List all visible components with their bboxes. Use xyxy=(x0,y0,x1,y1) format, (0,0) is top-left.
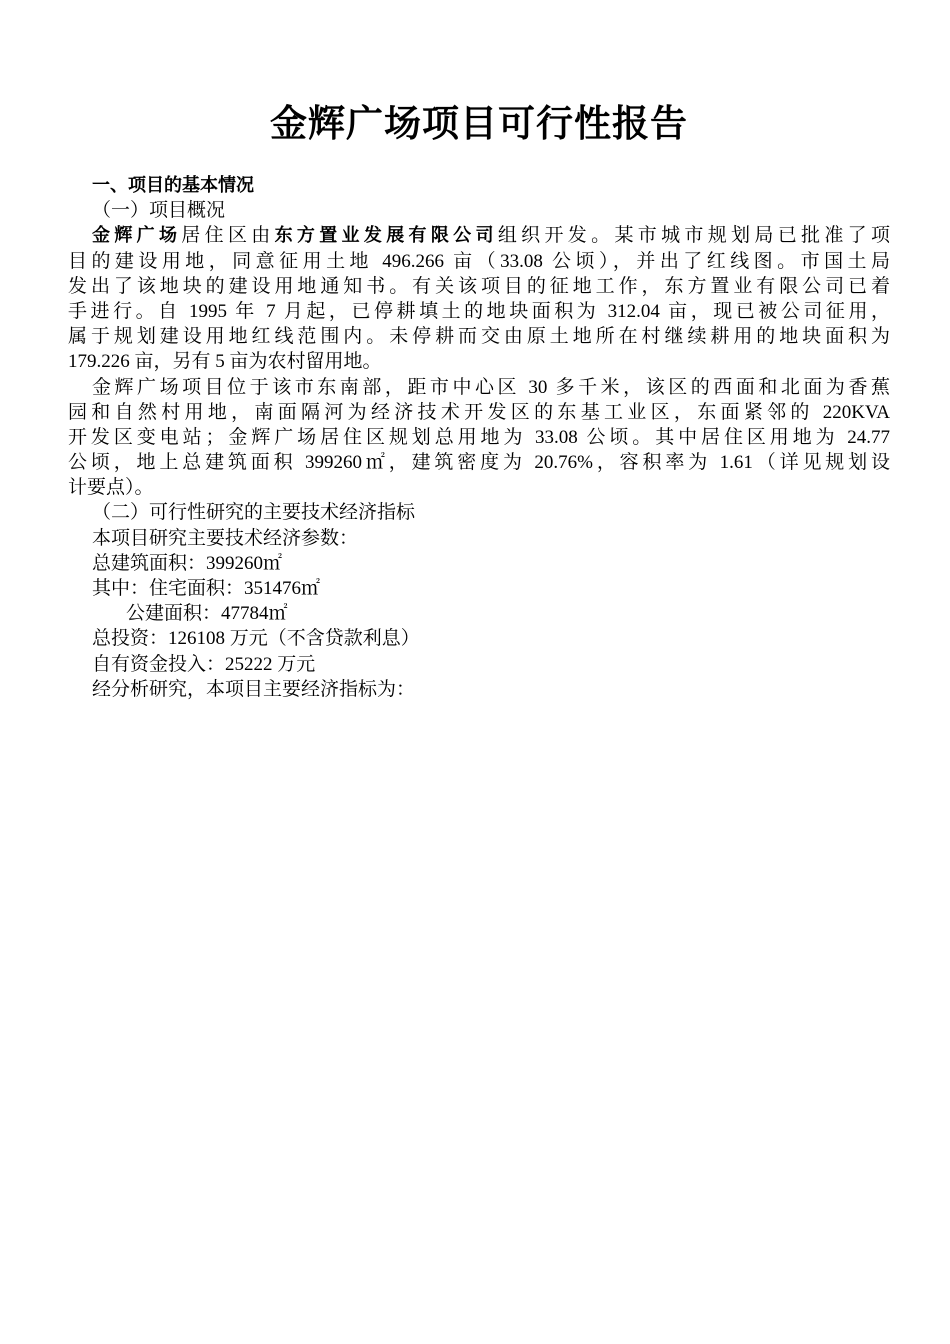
paragraph-line: 发出了该地块的建设用地通知书。有关该项目的征地工作，东方置业有限公司已着 xyxy=(68,275,890,297)
document-body xyxy=(68,173,890,702)
paragraph-line: 计要点）。 xyxy=(68,477,154,499)
inline-text: 组织开发。某市城市规划局已批准了项 xyxy=(497,225,890,247)
params-intro: 本项目研究主要技术经济参数： xyxy=(92,527,359,549)
residential-area: 其中：住宅面积：351476㎡ xyxy=(92,578,321,599)
total-investment: 总投资：126108 万元（不含贷款利息） xyxy=(92,628,420,650)
paragraph-line: 公顷，地上总建筑面积 399260㎡，建筑密度为 20.76%，容积率为 1.61（详见规划设 xyxy=(68,452,890,474)
section-heading: 一、项目的基本情况 xyxy=(92,175,254,196)
paragraph-line xyxy=(68,223,890,248)
paragraph-line: 目的建设用地，同意征用土地 496.266 亩（33.08 公顷），并出了红线图。市国土局 xyxy=(68,250,890,272)
subsection-heading: （一）项目概况 xyxy=(92,200,226,222)
subsection-heading: （二）可行性研究的主要技术经济指标 xyxy=(92,502,416,524)
paragraph-line: 手进行。自 1995 年 7 月起，已停耕填土的地块面积为 312.04 亩，现已被公司征用， xyxy=(68,300,890,322)
document-title: 金辉广场项目可行性报告 xyxy=(270,102,688,145)
paragraph-line: 开发区变电站；金辉广场居住区规划总用地为 33.08 公顷。其中居住区用地为 24.77 xyxy=(68,426,890,448)
total-area: 总建筑面积：399260㎡ xyxy=(92,552,283,574)
developer-name: 东方置业发展有限公司 xyxy=(274,225,498,247)
public-area: 公建面积：47784㎡ xyxy=(126,603,288,625)
inline-text: 居住区由 xyxy=(181,225,275,247)
paragraph-line: 金辉广场项目位于该市东南部，距市中心区 30 多千米，该区的西面和北面为香蕉 xyxy=(92,376,890,398)
analysis-intro: 经分析研究，本项目主要经济指标为： xyxy=(92,678,416,700)
paragraph-line: 园和自然村用地，南面隔河为经济技术开发区的东基工业区，东面紧邻的 220KVA xyxy=(68,401,890,423)
paragraph-line: 属于规划建设用地红线范围内。未停耕而交由原土地所在村继续耕用的地块面积为 xyxy=(68,326,890,348)
project-name: 金辉广场 xyxy=(92,225,182,247)
paragraph-line: 179.226 亩，另有 5 亩为农村留用地。 xyxy=(68,351,382,373)
own-capital: 自有资金投入：25222 万元 xyxy=(92,653,316,675)
